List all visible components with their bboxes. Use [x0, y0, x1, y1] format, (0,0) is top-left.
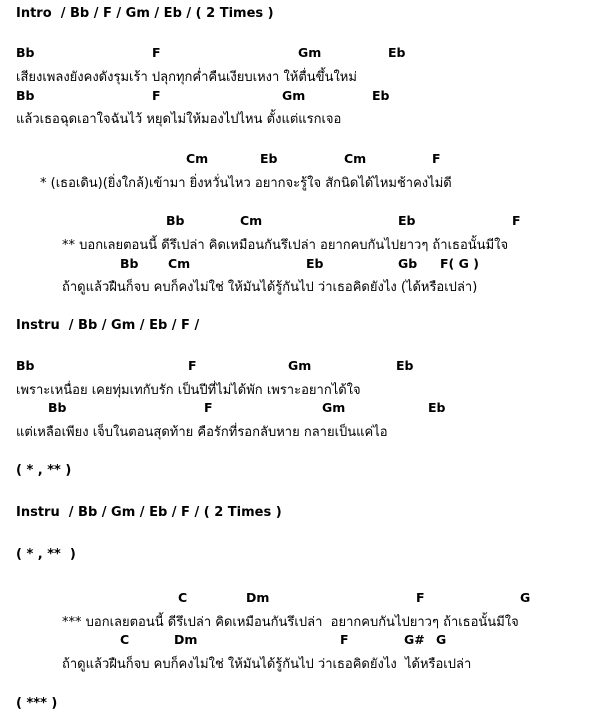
instru-line: Instru / Bb / Gm / Eb / F /: [16, 318, 200, 333]
chord: F: [432, 151, 441, 166]
intro-line: Intro / Bb / F / Gm / Eb / ( 2 Times ): [16, 6, 274, 21]
repeat-line: ( *** ): [16, 696, 58, 711]
chord: F: [340, 632, 349, 647]
chord: F: [152, 45, 161, 60]
lyric-line: แต่เหลือเพียง เจ็บในตอนสุดท้าย คือรักที่รอกลับหาย กลายเป็นแค่ไอ: [16, 425, 388, 440]
chord: C: [178, 590, 188, 605]
lyric-line: เพราะเหนื่อย เคยทุ่มเทกับรัก เป็นปีที่ไม่ได้พัก เพราะอยากได้ใจ: [16, 383, 361, 398]
chord: Bb: [16, 45, 35, 60]
chord: Bb: [120, 256, 139, 271]
chord: Dm: [246, 590, 270, 605]
lyric-line: เสียงเพลงยังคงดังรุมเร้า ปลุกทุกค่ำคืนเงียบเหงา ให้ตื่นขึ้นใหม่: [16, 70, 357, 85]
chord: Gm: [288, 358, 312, 373]
repeat-line: ( * , ** ): [16, 463, 72, 478]
lyric-line: *** บอกเลยตอนนี้ ดีรึเปล่า คิดเหมือนกันรึเปล่า อยากคบกันไปยาวๆ ถ้าเธอนั้นมีใจ: [62, 615, 519, 630]
chord: Gm: [282, 88, 306, 103]
chord: F: [188, 358, 197, 373]
lyric-line: ** บอกเลยตอนนี้ ดีรึเปล่า คิดเหมือนกันรึเปล่า อยากคบกันไปยาวๆ ถ้าเธอนั้นมีใจ: [62, 238, 509, 253]
lyric-line: ถ้าดูแล้วฝืนก็จบ คบก็คงไม่ใช่ ให้มันได้รู้กันไป ว่าเธอคิดยังไง ได้หรือเปล่า: [62, 657, 472, 672]
chord: Cm: [240, 213, 263, 228]
lyric-line: ถ้าดูแล้วฝืนก็จบ คบก็คงไม่ใช่ ให้มันได้รู้กันไป ว่าเธอคิดยังไง (ได้หรือเปล่า): [62, 280, 478, 295]
chord: Bb: [166, 213, 185, 228]
chord: Bb: [48, 400, 67, 415]
chord: G#: [404, 632, 425, 647]
chord: Eb: [306, 256, 324, 271]
instru-line: Instru / Bb / Gm / Eb / F / ( 2 Times ): [16, 505, 282, 520]
chord: Gm: [298, 45, 322, 60]
chord: Cm: [186, 151, 209, 166]
chord: F: [512, 213, 521, 228]
chord: Eb: [396, 358, 414, 373]
chord: Eb: [372, 88, 390, 103]
repeat-line: ( * , ** ): [16, 547, 76, 562]
chord: F: [152, 88, 161, 103]
chord: Eb: [398, 213, 416, 228]
chord: Cm: [344, 151, 367, 166]
lyric-line: * (เธอเดิน)(ยิ่งใกล้)เข้ามา ยิ่งหวั่นไหว อยากจะรู้ใจ สักนิดได้ไหมช้าคงไม่ดี: [40, 176, 452, 191]
chord: Dm: [174, 632, 198, 647]
chord: Eb: [428, 400, 446, 415]
chord: Gm: [322, 400, 346, 415]
chord: F: [416, 590, 425, 605]
chord: Bb: [16, 88, 35, 103]
chord: G: [436, 632, 447, 647]
chord: Gb: [398, 256, 418, 271]
chord: Eb: [388, 45, 406, 60]
chord: Bb: [16, 358, 35, 373]
chord: F: [204, 400, 213, 415]
lyric-line: แล้วเธอฉุดเอาใจฉันไว้ หยุดไม่ให้มองไปไหน ตั้งแต่แรกเจอ: [16, 112, 342, 127]
chord: Cm: [168, 256, 191, 271]
chord: F( G ): [440, 256, 479, 271]
chord: C: [120, 632, 130, 647]
chord: G: [520, 590, 531, 605]
chord: Eb: [260, 151, 278, 166]
